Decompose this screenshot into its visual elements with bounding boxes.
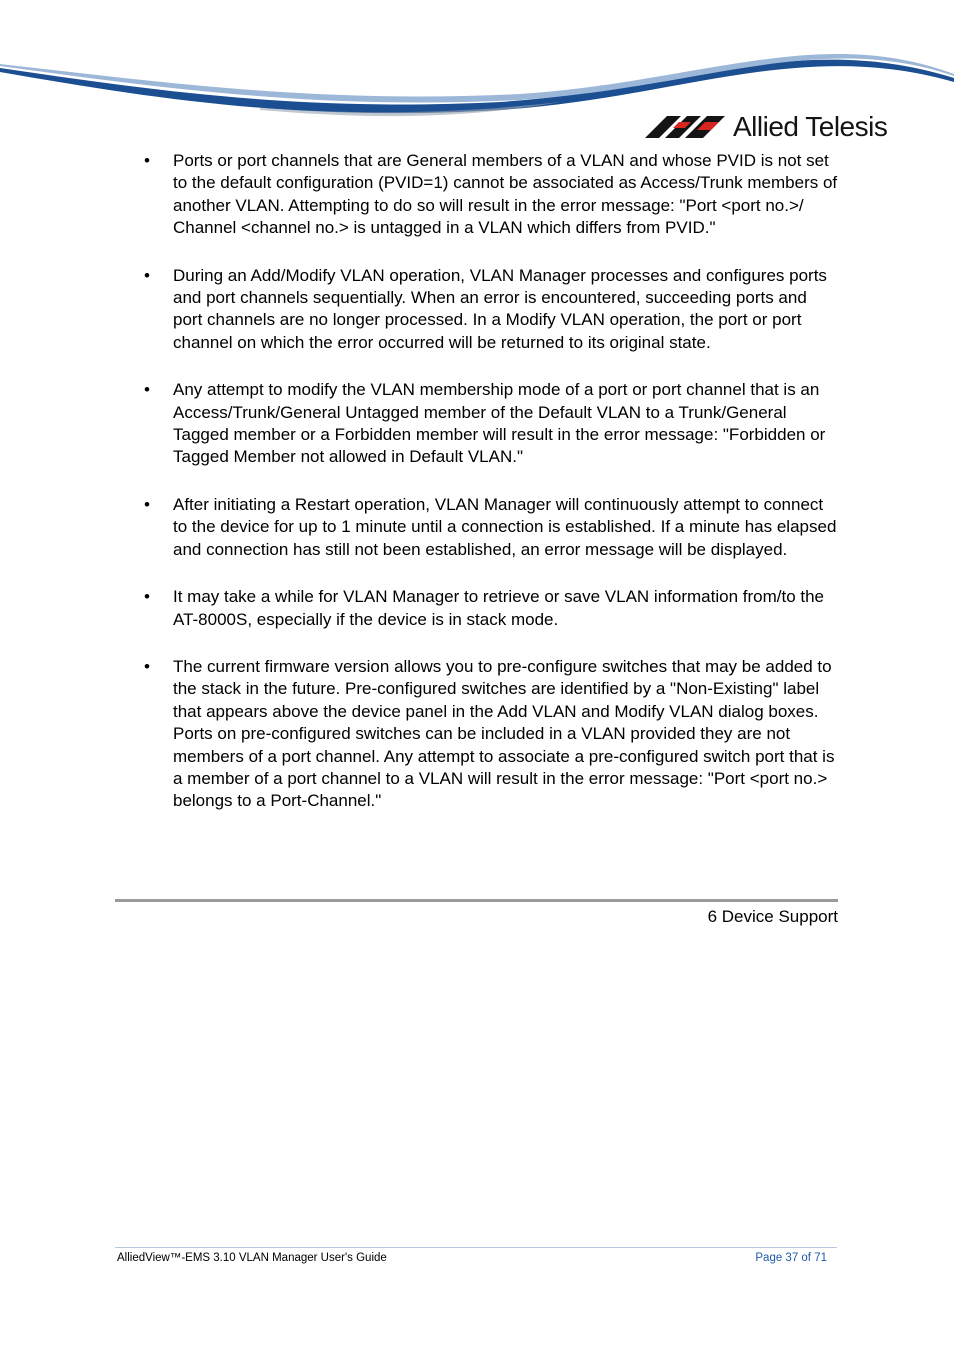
bullet-item [140,265,840,355]
bullet-text: After initiating a Restart operation, VLAN Manager will continuously attempt to connect to the device for up to 1 minute until a connection is established. If a minute has elapsed and connection has still not been established, an error message will be displayed. [173,494,837,559]
brand-name: Allied Telesis [733,111,888,142]
bullet-item [140,150,840,240]
allied-telesis-logo [645,110,900,144]
bullet-item [140,586,840,631]
bullet-symbol: • [144,151,150,170]
bullet-symbol: • [144,587,150,607]
allied-telesis-logo-mark-icon [645,110,727,144]
bullet-text: It may take a while for VLAN Manager to retrieve or save VLAN information from/to the AT-8000S, especially if the device is in stack mode. [173,587,825,629]
bullet-item [140,494,840,561]
bullet-list [140,150,840,813]
bullet-symbol: • [144,265,150,285]
footer-page-number: Page 37 of 71 [755,1252,827,1264]
bullet-symbol: • [144,656,150,676]
bullet-text: Ports or port channels that are General members of a VLAN and whose PVID is not set to the default configuration (PVID=1) cannot be associated as Access/Trunk members of another VLAN. Attempting to do so will result in the error message: "Port <port no.>/ Channel <channel no.> is untagged in a VLAN which differs from PVID." [173,151,838,238]
bullet-text: Any attempt to modify the VLAN membership mode of a port or port channel that is an Access/Trunk/General Untagged member of the Default VLAN to a Trunk/General Tagged member or a Forbidden member will result in the error message: "Forbidden or Tagged Member not allowed in Default VLAN." [173,380,826,467]
section-divider [115,899,838,902]
footer-divider [115,1247,837,1248]
bullet-text: During an Add/Modify VLAN operation, VLAN Manager processes and configures ports and port channels sequentially. When an error is encountered, succeeding ports and port channels are no longer processed. In a Modify VLAN operation, the port or port channel on which the error occurred will be returned to its original state. [173,265,827,352]
bullet-item [140,379,840,469]
bullet-symbol: • [144,380,150,400]
section-footer-title: 6 Device Support [707,907,838,926]
bullet-text: The current firmware version allows you to pre-configure switches that may be added to the stack in the future. Pre-configured switches are identified by a "Non-Existing" label that appears above the device panel in the Add VLAN and Modify VLAN dialog boxes. Ports on pre-configured switches can be included in a VLAN provided they are not members of a port channel. Any attempt to associate a pre-configured switch port that is a member of a port channel to a VLAN will result in the error message: "Port <port no.> belongs to a Port-Channel." [173,656,835,811]
bullet-symbol: • [144,494,150,514]
bullet-item [140,656,840,813]
footer-document-title: AlliedView™-EMS 3.10 VLAN Manager User's Guide [117,1252,387,1264]
